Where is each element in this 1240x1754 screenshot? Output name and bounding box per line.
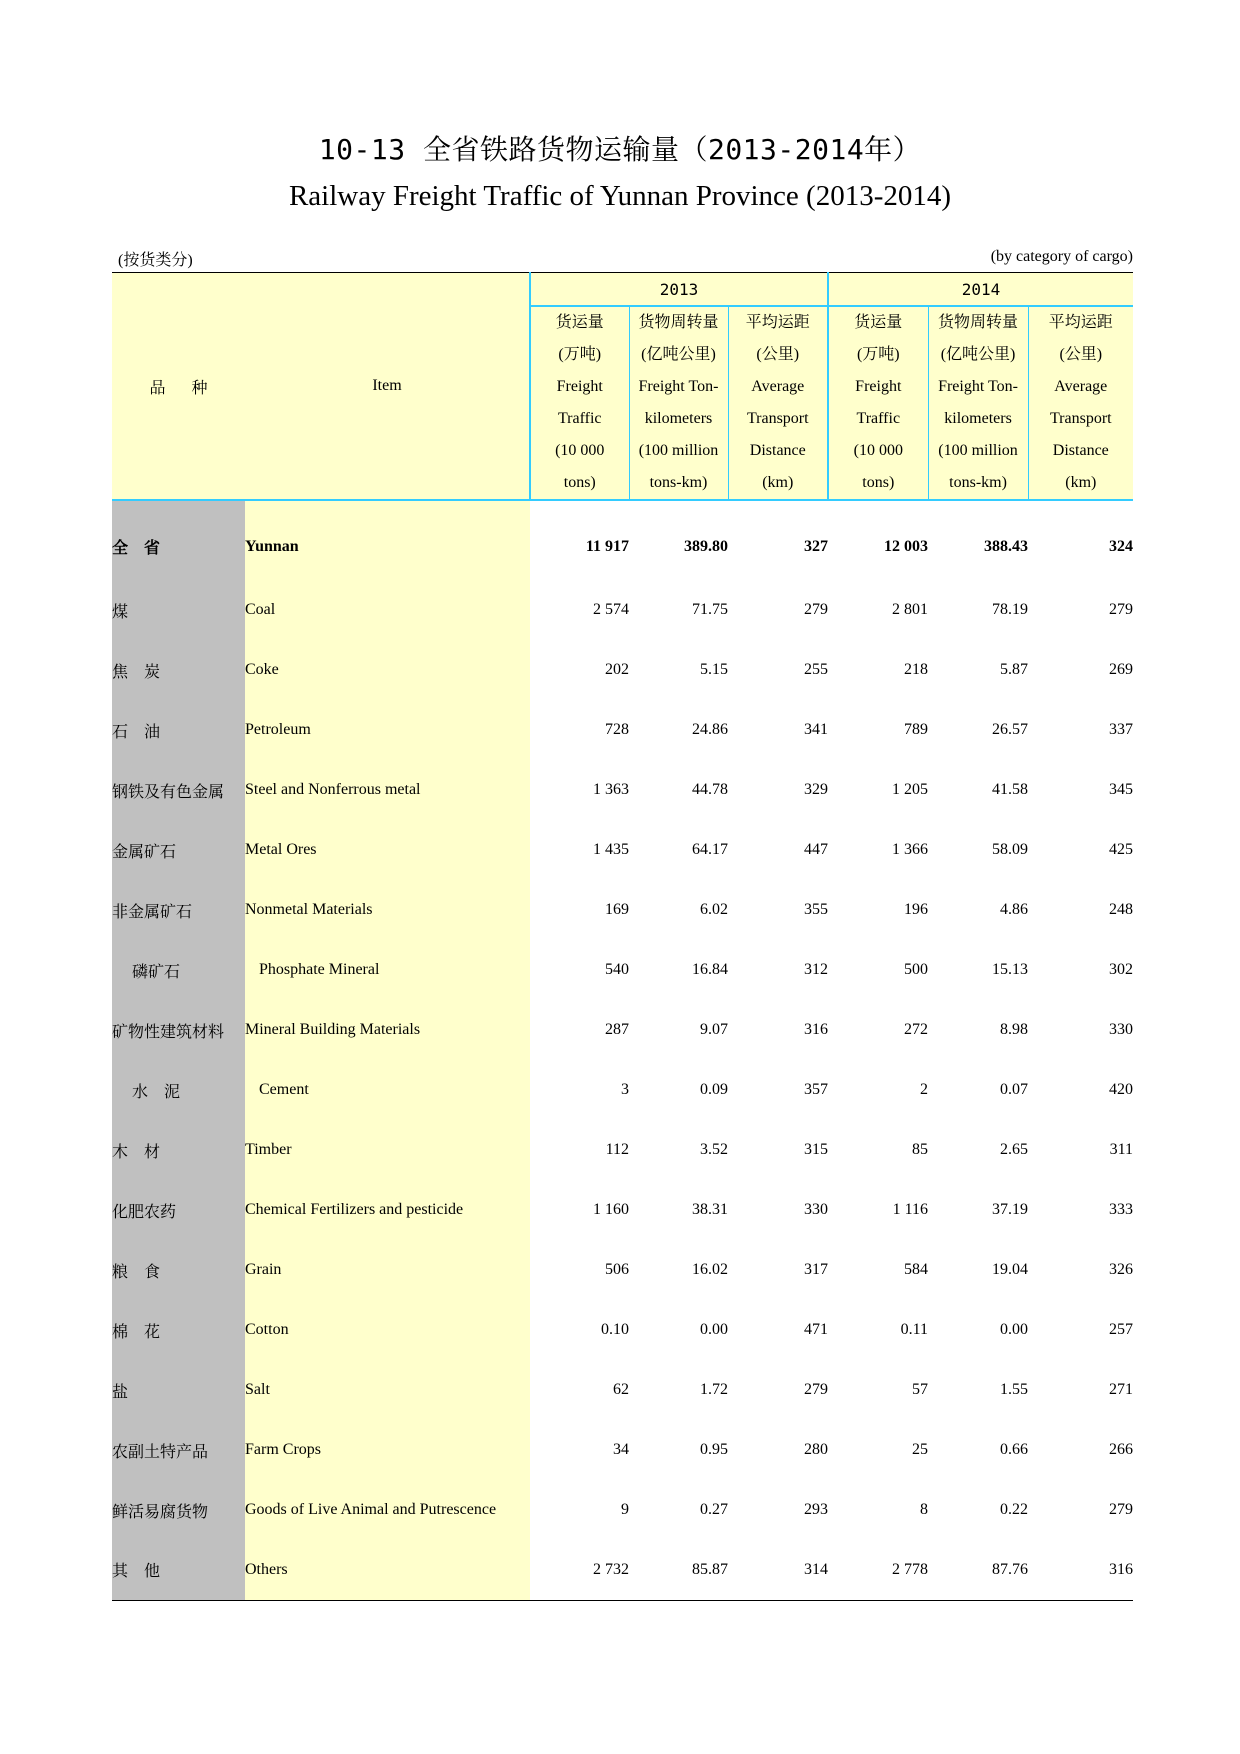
row-item-en: Farm Crops (245, 1420, 530, 1480)
row-category-zh: 煤 (112, 580, 245, 640)
note-by-category-zh: (按货类分) (118, 252, 193, 269)
cell-distance-2014: 324 (1109, 537, 1134, 555)
cell-ton-km-2014: 388.43 (984, 537, 1029, 555)
cell-freight-2013: 9 (621, 1501, 629, 1518)
row-item-en: Phosphate Mineral (245, 940, 530, 1000)
row-category-zh: 钢铁及有色金属 (112, 760, 245, 820)
row-category-zh: 粮 食 (112, 1240, 245, 1300)
cell-ton-km-2013: 64.17 (692, 841, 728, 858)
row-category-zh: 焦 炭 (112, 640, 245, 700)
cell-distance-2013: 315 (804, 1141, 829, 1158)
cell-distance-2013: 279 (804, 1381, 829, 1398)
row-item-en: Steel and Nonferrous metal (245, 760, 530, 820)
cell-freight-2014: 0.11 (900, 1321, 929, 1338)
cell-ton-km-2013: 0.27 (700, 1501, 728, 1518)
cell-ton-km-2014: 58.09 (992, 841, 1029, 858)
cell-distance-2013: 357 (804, 1081, 829, 1098)
cell-freight-2013: 34 (613, 1441, 629, 1458)
table-row (112, 700, 1133, 760)
cell-ton-km-2013: 389.80 (684, 537, 728, 555)
cell-distance-2013: 314 (728, 1540, 828, 1600)
cell-freight-2014: 2 778 (828, 1540, 928, 1600)
cell-freight-2013: 112 (605, 1141, 629, 1158)
cell-ton-km-2013: 85.87 (629, 1540, 728, 1600)
header-year-2014: 2014 (828, 273, 1133, 307)
cell-ton-km-2013: 3.52 (700, 1141, 728, 1158)
row-category-zh: 石 油 (112, 700, 245, 760)
cell-freight-2013: 728 (605, 721, 629, 738)
cell-distance-2014: 345 (1109, 781, 1134, 798)
cell-distance-2014: 257 (1109, 1321, 1134, 1338)
row-category-zh: 木 材 (112, 1120, 245, 1180)
cell-freight-2014: 2 (920, 1081, 929, 1098)
cell-freight-2013: 3 (621, 1081, 629, 1098)
page-title-en: Railway Freight Traffic of Yunnan Province (2013-2014) (288, 180, 952, 212)
table-row (112, 580, 1133, 640)
cell-distance-2014: 311 (1109, 1141, 1134, 1158)
row-item-en: Timber (245, 1120, 530, 1180)
cell-distance-2014: 326 (1109, 1261, 1134, 1278)
cell-distance-2013: 471 (804, 1321, 829, 1338)
cell-freight-2014: 85 (912, 1141, 929, 1158)
cell-freight-2013: 202 (605, 661, 629, 678)
header-avg-distance-2014: 平均运距 (公里) Average Transport Distance (km) (1028, 306, 1133, 500)
cell-freight-2013: 169 (605, 901, 629, 918)
cell-freight-2013: 62 (613, 1381, 629, 1398)
cell-distance-2013: 293 (804, 1501, 829, 1518)
cell-ton-km-2013: 1.72 (700, 1381, 728, 1398)
cell-distance-2014: 266 (1109, 1441, 1134, 1458)
cell-ton-km-2013: 24.86 (692, 721, 728, 738)
table-row (112, 880, 1133, 940)
cell-ton-km-2014: 26.57 (992, 721, 1029, 738)
table-row (112, 760, 1133, 820)
table-row (112, 1360, 1133, 1420)
row-item-en: Cotton (245, 1300, 530, 1360)
cell-freight-2013: 1 435 (593, 841, 629, 858)
row-item-en: Chemical Fertilizers and pesticide (245, 1180, 530, 1240)
note-by-category-en: (by category of cargo) (990, 248, 1133, 265)
header-ton-km-2014: 货物周转量 (亿吨公里) Freight Ton- kilometers (100 million tons-km) (928, 306, 1028, 500)
row-category-zh: 非金属矿石 (112, 880, 245, 940)
row-item-en: Goods of Live Animal and Putrescence (245, 1480, 530, 1540)
cell-distance-2013: 447 (804, 841, 829, 858)
row-item-en: Others (245, 1540, 530, 1600)
table-row (112, 1060, 1133, 1120)
cell-distance-2013: 341 (804, 721, 829, 738)
cell-freight-2013: 1 160 (593, 1201, 629, 1218)
row-item-en: Coke (245, 640, 530, 700)
header-ton-km-2013: 货物周转量 (亿吨公里) Freight Ton- kilometers (100 million tons-km) (629, 306, 728, 500)
cell-distance-2014: 279 (1109, 601, 1134, 618)
cell-freight-2014: 12 003 (884, 537, 929, 555)
table-body (112, 500, 1133, 1600)
cell-distance-2013: 327 (804, 537, 829, 555)
cell-distance-2013: 280 (804, 1441, 829, 1458)
cell-distance-2013: 312 (804, 961, 829, 978)
row-item-en: Nonmetal Materials (245, 880, 530, 940)
header-freight-traffic-2014: 货运量 (万吨) Freight Traffic (10 000 tons) (828, 306, 928, 500)
header-item: Item (245, 273, 530, 501)
row-item-en: Salt (245, 1360, 530, 1420)
cell-freight-2013: 2 732 (530, 1540, 629, 1600)
cell-ton-km-2014: 1.55 (1000, 1381, 1029, 1398)
table-row (112, 1540, 1133, 1600)
cell-ton-km-2014: 2.65 (1000, 1141, 1029, 1158)
row-category-zh: 鲜活易腐货物 (112, 1480, 245, 1540)
cell-distance-2014: 302 (1109, 961, 1134, 978)
cell-freight-2013: 11 917 (585, 537, 629, 555)
cell-ton-km-2013: 0.00 (700, 1321, 728, 1338)
row-item-en: Metal Ores (245, 820, 530, 880)
cell-ton-km-2013: 16.02 (692, 1261, 728, 1278)
cell-ton-km-2013: 9.07 (700, 1021, 728, 1038)
cell-freight-2013: 506 (605, 1261, 629, 1278)
row-category-zh: 金属矿石 (112, 820, 245, 880)
page-title-zh: 10-13 全省铁路货物运输量（2013-2014年） (318, 133, 922, 166)
cell-ton-km-2013: 0.09 (700, 1081, 728, 1098)
cell-ton-km-2014: 37.19 (992, 1201, 1029, 1218)
table-row (112, 940, 1133, 1000)
cell-freight-2014: 584 (904, 1261, 929, 1278)
row-item-en: Yunnan (245, 500, 530, 580)
row-category-zh: 棉 花 (112, 1300, 245, 1360)
cell-ton-km-2013: 71.75 (692, 601, 728, 618)
row-category-zh: 盐 (112, 1360, 245, 1420)
cell-distance-2013: 329 (804, 781, 829, 798)
cell-ton-km-2014: 41.58 (992, 781, 1029, 798)
table-row (112, 1420, 1133, 1480)
cell-distance-2013: 330 (804, 1201, 829, 1218)
cell-ton-km-2013: 38.31 (692, 1201, 728, 1218)
table-row (112, 1480, 1133, 1540)
cell-distance-2014: 269 (1109, 661, 1134, 678)
cell-distance-2013: 279 (804, 601, 829, 618)
row-category-zh: 矿物性建筑材料 (112, 1000, 245, 1060)
header-avg-distance-2013: 平均运距 (公里) Average Transport Distance (km) (728, 306, 828, 500)
row-item-en: Grain (245, 1240, 530, 1300)
cell-freight-2013: 2 574 (593, 601, 629, 618)
cell-ton-km-2014: 19.04 (992, 1261, 1029, 1278)
row-category-zh: 化肥农药 (112, 1180, 245, 1240)
table-row (112, 1000, 1133, 1060)
cell-distance-2014: 271 (1109, 1381, 1134, 1398)
cell-freight-2014: 1 116 (892, 1201, 929, 1218)
cell-freight-2014: 789 (904, 721, 929, 738)
cell-distance-2014: 279 (1109, 1501, 1134, 1518)
cell-freight-2014: 2 801 (892, 601, 929, 618)
row-category-zh: 磷矿石 (112, 940, 245, 1000)
cell-ton-km-2013: 0.95 (700, 1441, 728, 1458)
row-item-en: Coal (245, 580, 530, 640)
cell-ton-km-2014: 4.86 (1000, 901, 1029, 918)
cell-ton-km-2013: 44.78 (692, 781, 728, 798)
row-item-en: Petroleum (245, 700, 530, 760)
cell-ton-km-2013: 16.84 (692, 961, 728, 978)
row-item-en: Cement (245, 1060, 530, 1120)
header-freight-traffic-2013: 货运量 (万吨) Freight Traffic (10 000 tons) (530, 306, 629, 500)
cell-freight-2014: 272 (904, 1021, 929, 1038)
cell-freight-2014: 196 (904, 901, 929, 918)
cell-distance-2013: 355 (804, 901, 829, 918)
row-category-zh: 其 他 (112, 1540, 245, 1600)
header-category-zh: 品种 (112, 273, 245, 501)
cell-ton-km-2014: 5.87 (1000, 661, 1029, 678)
cell-distance-2014: 425 (1109, 841, 1134, 858)
cell-ton-km-2014: 0.00 (1000, 1321, 1029, 1338)
cell-distance-2014: 337 (1109, 721, 1134, 738)
cell-ton-km-2014: 87.76 (928, 1540, 1028, 1600)
row-category-zh: 全 省 (112, 500, 245, 580)
table-row (112, 1240, 1133, 1300)
cell-distance-2014: 333 (1109, 1201, 1134, 1218)
cell-distance-2014: 420 (1109, 1081, 1134, 1098)
table-row (112, 1300, 1133, 1360)
cell-freight-2013: 287 (605, 1021, 629, 1038)
cell-freight-2013: 0.10 (601, 1321, 629, 1338)
cell-freight-2014: 500 (904, 961, 929, 978)
table-row (112, 820, 1133, 880)
cell-ton-km-2014: 15.13 (992, 961, 1029, 978)
cell-ton-km-2014: 0.66 (1000, 1441, 1029, 1458)
cell-freight-2014: 1 366 (892, 841, 929, 858)
cell-distance-2014: 316 (1028, 1540, 1133, 1600)
cell-ton-km-2013: 6.02 (700, 901, 728, 918)
cell-ton-km-2014: 0.07 (1000, 1081, 1029, 1098)
cell-freight-2014: 1 205 (892, 781, 929, 798)
cell-ton-km-2014: 0.22 (1000, 1501, 1029, 1518)
cell-freight-2013: 1 363 (593, 781, 629, 798)
cell-distance-2013: 255 (804, 661, 829, 678)
header-year-2013: 2013 (530, 273, 828, 307)
cell-distance-2014: 248 (1109, 901, 1134, 918)
cell-freight-2014: 25 (912, 1441, 929, 1458)
cell-distance-2013: 317 (804, 1261, 829, 1278)
row-category-zh: 水 泥 (112, 1060, 245, 1120)
cell-freight-2013: 540 (605, 961, 629, 978)
freight-table (112, 272, 1133, 1601)
table-row (112, 1180, 1133, 1240)
cell-freight-2014: 57 (912, 1381, 929, 1398)
table-row (112, 500, 1133, 580)
row-item-en: Mineral Building Materials (245, 1000, 530, 1060)
cell-distance-2013: 316 (804, 1021, 829, 1038)
cell-ton-km-2013: 5.15 (700, 661, 728, 678)
cell-ton-km-2014: 78.19 (992, 601, 1029, 618)
cell-distance-2014: 330 (1109, 1021, 1134, 1038)
row-category-zh: 农副土特产品 (112, 1420, 245, 1480)
cell-ton-km-2014: 8.98 (1000, 1021, 1029, 1038)
cell-freight-2014: 218 (904, 661, 929, 678)
cell-freight-2014: 8 (920, 1501, 929, 1518)
table-row (112, 1120, 1133, 1180)
table-row (112, 640, 1133, 700)
